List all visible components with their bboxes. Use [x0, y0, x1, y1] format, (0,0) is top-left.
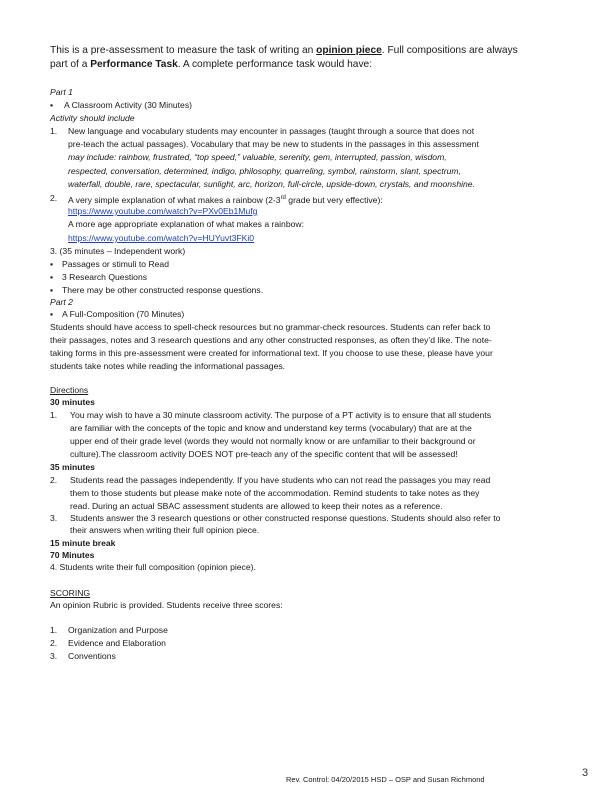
intro-line-2: part of a Performance Task. A complete performance task would have:	[50, 59, 373, 70]
scoring-item-number: 2.	[50, 638, 58, 648]
activity-heading: Activity should include	[50, 113, 135, 123]
time-label: 30 minutes	[50, 397, 95, 407]
bullet-icon: ▪	[50, 259, 54, 269]
item1-line: respected, conversation, determined, indigo, philosophy, quarreling, symbol, rainstorm, slant, spectrum,	[68, 166, 461, 176]
time-label: 70 Minutes	[50, 550, 95, 560]
youtube-link-1[interactable]: https://www.youtube.com/watch?v=PXv0Eb1Mufg	[68, 206, 258, 216]
bullet-icon: ▪	[50, 309, 54, 319]
scoring-text: An opinion Rubric is provided. Students receive three scores:	[50, 600, 283, 610]
direction3-number: 3.	[50, 513, 58, 523]
bullet-icon: ▪	[50, 100, 54, 110]
direction2-line: Students read the passages independently. If you have students who can not read the passages you may read	[70, 475, 491, 485]
direction1-line: upper end of their grade level (words they would not normally know or are unfamiliar to their background or	[70, 436, 476, 446]
scoring-item-number: 1.	[50, 625, 58, 635]
item2-line: A very simple explanation of what makes a rainbow (2-3rd grade but very effective):	[68, 194, 383, 205]
part2-heading: Part 2	[50, 297, 73, 307]
youtube-link-2[interactable]: https://www.youtube.com/watch?v=HUYuvt3FKi0	[68, 233, 255, 243]
item1-number: 1.	[50, 126, 58, 136]
scoring-item: Evidence and Elaboration	[68, 638, 166, 648]
bullet-icon: ▪	[50, 285, 54, 295]
item1-line: New language and vocabulary students may encounter in passages (taught through a source that does not	[68, 126, 475, 136]
part2-paragraph-line: students take notes while reading the informational passages.	[50, 361, 286, 371]
time-label: 15 minute break	[50, 538, 116, 548]
direction2-line: read. During an actual SBAC assessment students are allowed to keep their notes as a reference.	[70, 501, 443, 511]
direction1-line: are familiar with the concepts of the topic and know and understand key terms (vocabulary) that are at the	[70, 423, 472, 433]
part2-paragraph-line: their passages, notes and 3 research questions and any other constructed responses, as often they’d like. The note-	[50, 335, 492, 345]
page-number: 3	[582, 767, 589, 779]
scoring-item: Conventions	[68, 651, 116, 661]
part2-composition-item: ▪ A Full-Composition (70 Minutes)	[50, 309, 185, 319]
direction2-line: them to those students but please make note of the accommodation. Remind students to take notes as they	[70, 488, 480, 498]
time-label: 35 minutes	[50, 462, 95, 472]
scoring-heading: SCORING	[50, 588, 91, 598]
sub-bullet-item: ▪ Passages or stimuli to Read	[50, 259, 169, 269]
sub-bullet-item: ▪ 3 Research Questions	[50, 272, 148, 282]
directions-heading: Directions	[50, 385, 89, 395]
footer-revision: Rev. Control: 04/20/2015 HSD – OSP and Susan Richmond	[286, 775, 485, 784]
direction4-line: 4. Students write their full composition (opinion piece).	[50, 562, 256, 572]
direction1-line: culture).The classroom activity DOES NOT pre-teach any of the specific content that will be assessed!	[70, 449, 458, 459]
part2-paragraph-line: taking forms in this pre-assessment were created for informational text. If you choose to use these, please have your	[50, 348, 493, 358]
direction1-line: You may wish to have a 30 minute classroom activity. The purpose of a PT activity is to ensure that all students	[70, 410, 491, 420]
direction2-number: 2.	[50, 475, 58, 485]
direction3-line: Students answer the 3 research questions or other constructed response questions. Students should also refer to	[70, 513, 501, 523]
intro-line-1: This is a pre-assessment to measure the task of writing an opinion piece. Full compositions are always	[50, 45, 518, 56]
more-explanation-text: A more age appropriate explanation of what makes a rainbow:	[68, 219, 304, 229]
item1-line: waterfall, double, rare, spectacular, sunlight, arc, horizon, full-circle, upside-down, crystals, and moonshine.	[68, 179, 475, 189]
part2-paragraph-line: Students should have access to spell-check resources but no grammar-check resources. Students can refer back to	[50, 322, 491, 332]
part1-heading: Part 1	[50, 87, 73, 97]
direction1-number: 1.	[50, 410, 58, 420]
performance-task-term: Performance Task	[90, 59, 178, 70]
scoring-item-number: 3.	[50, 651, 58, 661]
part1-activity-item: ▪ A Classroom Activity (30 Minutes)	[50, 100, 192, 110]
bullet-icon: ▪	[50, 272, 54, 282]
opinion-piece-term: opinion piece	[316, 45, 382, 56]
item1-line: may include: rainbow, frustrated, “top speed,” valuable, serenity, gem, interrupted, passion, wisdom,	[68, 152, 447, 162]
item1-line: pre-teach the actual passages). Vocabulary that may be new to students in the passages in this assessment	[68, 139, 479, 149]
sub-bullet-item: ▪ There may be other constructed response questions.	[50, 285, 264, 295]
scoring-item: Organization and Purpose	[68, 625, 168, 635]
direction3-line: their answers when writing their full opinion piece.	[70, 525, 260, 535]
item2-number: 2.	[50, 193, 58, 203]
item3-line: 3. (35 minutes – Independent work)	[50, 246, 186, 256]
